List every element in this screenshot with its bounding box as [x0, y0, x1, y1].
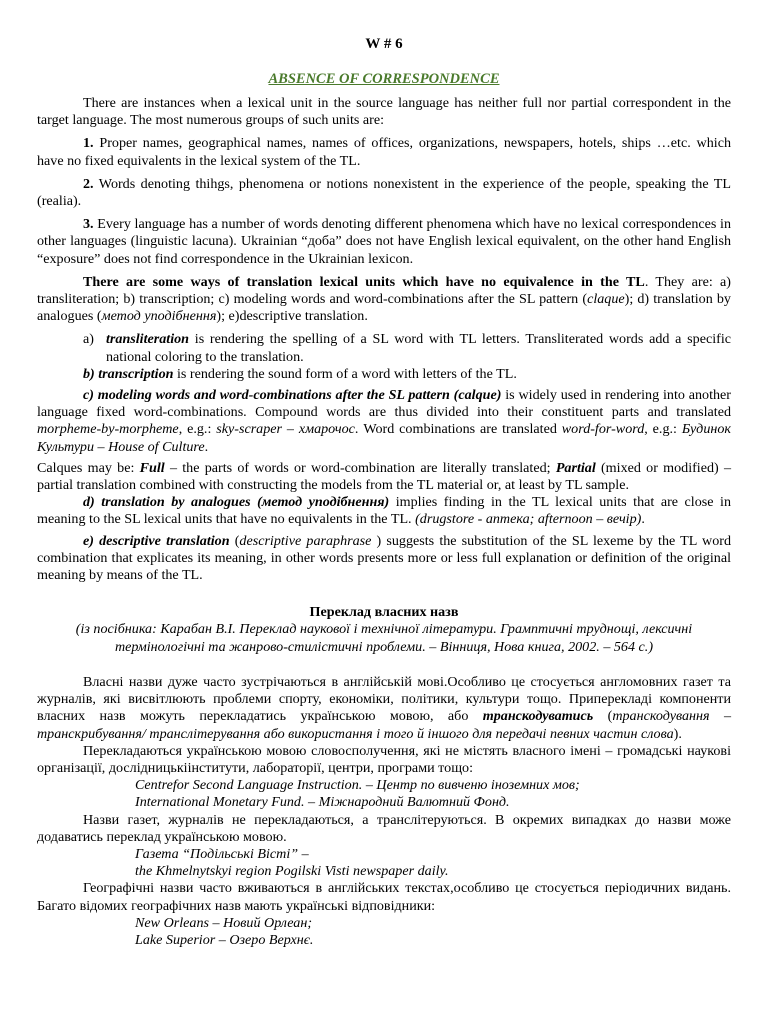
- proper-names-text-2: (: [593, 708, 613, 725]
- group-3-text: Every language has a number of words denoting different phenomena which have no lexical correspondences in other languages (linguistic lacuna). Ukrainian “доба” does not have English lexical equivalent, on the other hand English “exposure” does not find correspondence in the Ukrainian lexicon.: [37, 216, 731, 267]
- modeling-text-5: .: [204, 438, 209, 455]
- proper-names-paragraph: [37, 674, 731, 743]
- proper-names-italic: транскодування – транскрибування/ транслітерування або використання і того й іншого для передачі певних частин слова: [37, 708, 732, 742]
- modeling-paragraph: [37, 387, 731, 456]
- calques-paragraph: [37, 460, 731, 494]
- modeling-italic-1: morpheme-by-morpheme: [37, 421, 179, 438]
- transcription-paragraph: [37, 366, 731, 383]
- analogues-text-1: implies finding in the TL lexical units that are close in meaning to the SL lexical units that have no equivalents in the TL.: [37, 494, 731, 528]
- ways-paragraph: [37, 274, 731, 326]
- proper-names-text-1: Власні назви дуже часто зустрічаються в англійській мові.Особливо це стосується англомовних газет та журналів, які висвітлюють проблеми спорту, економіки, політики, культури тощо. Приперекладі компоненти власних назв можуть перекладатись українською мовою, або: [37, 673, 731, 725]
- section-title: Переклад власних назв: [309, 604, 459, 621]
- modeling-italic-2: word-for-word: [561, 421, 645, 438]
- term-transcoding: транскодуватись: [482, 708, 594, 725]
- term-full: Full: [139, 459, 165, 476]
- group-1-paragraph: [37, 135, 731, 169]
- analogues-example: (drugstore - аптека; afternoon – вечір): [415, 511, 642, 528]
- source-line-2: термінологічні та жанрово-стилістичні проблеми. – Вінниця, Нова книга, 2002. – 564 с.): [114, 638, 654, 655]
- page-title: W # 6: [365, 36, 403, 52]
- analogues-text-2: .: [641, 511, 645, 528]
- document-body: [37, 95, 731, 949]
- group-1-text: Proper names, geographical names, names of offices, organizations, newspapers, hotels, ships …etc. which have no fixed equivalents in the lexical system of the TL.: [37, 135, 731, 169]
- descriptive-paragraph: [37, 533, 731, 585]
- modeling-text-4: , e.g.:: [644, 421, 682, 438]
- modeling-example-1: sky-scraper – хмарочос: [216, 421, 355, 438]
- example-line: International Monetary Fund. – Міжнародний Валютний Фонд.: [135, 794, 510, 811]
- list-marker: a): [83, 331, 94, 348]
- descriptive-text-2: ) suggests the substitution of the SL lexeme by the TL word combination that explicates its meaning, in other words presents more or less full explanation or definition of the original meaning by means of the TL.: [37, 532, 731, 584]
- group-3-paragraph: [37, 216, 731, 268]
- page-subtitle: ABSENCE OF CORRESPONDENCE: [268, 71, 500, 87]
- list-item-text: [106, 331, 731, 365]
- group-2-number: 2.: [83, 175, 94, 192]
- term-analogues: d) translation by analogues (метод уподібнення): [83, 494, 390, 511]
- ways-text-3: ); e)descriptive translation.: [216, 308, 368, 325]
- ways-ua-term: метод уподібнення: [101, 308, 217, 325]
- transcription-definition: is rendering the sound form of a word with letters of the TL.: [173, 365, 517, 382]
- ways-heading: There are some ways of translation lexical units which have no equivalence in the TL: [83, 273, 645, 290]
- organizations-paragraph: Перекладаються українською мовою словосполучення, які не містять власного імені – громадські наукові організації, дослідницькіінститути, лабораторії, центри, програми тощо:: [37, 742, 731, 776]
- example-line: Lake Superior – Озеро Верхнє.: [135, 931, 314, 948]
- calques-text-3: (mixed or modified) – partial translation combined with constructing the models from the TL material or, at least by TL sample.: [37, 459, 731, 494]
- term-partial: Partial: [555, 459, 596, 476]
- group-1-number: 1.: [83, 135, 94, 152]
- modeling-example-2: Будинок Культури – House of Culture: [37, 421, 731, 455]
- modeling-text-1: is widely used in rendering into another language fixed word-combinations. Compound words are thus divided into their constituent parts and translated: [37, 387, 732, 421]
- ways-calque: claque: [587, 291, 625, 308]
- term-modeling: c) modeling words and word-combinations after the SL pattern (calque): [83, 387, 502, 404]
- descriptive-text-1: (: [229, 532, 240, 549]
- ways-text-1: . They are: a) transliteration; b) transcription; c) modeling words and word-combinations after the SL pattern (: [37, 273, 732, 308]
- group-2-text: Words denoting thihgs, phenomena or notions nonexistent in the experience of the people, speaking the TL (realia).: [37, 175, 731, 210]
- ways-text-2: ); d) translation by analogues (: [37, 291, 731, 325]
- example-line: New Orleans – Новий Орлеан;: [135, 914, 313, 931]
- list-item-transliteration: [83, 331, 731, 365]
- analogues-paragraph: [37, 494, 731, 528]
- geography-paragraph: Географічні назви часто вживаються в англійських текстах,особливо це стосується періодичних видань. Багато відомих географічних назв мають українські відповідники:: [37, 880, 731, 914]
- group-3-number: 3.: [83, 216, 94, 233]
- descriptive-italic: descriptive paraphrase: [239, 532, 372, 549]
- intro-paragraph: There are instances when a lexical unit in the source language has neither full nor partial correspondent in the target language. The most numerous groups of such units are:: [37, 95, 731, 129]
- source-line-1: (із посібника: Карабан В.І. Переклад наукової і технічної літератури. Грамптичні труднощі, лексичні: [75, 621, 693, 638]
- calques-text-2: – the parts of words or word-combination are literally translated;: [164, 459, 556, 476]
- proper-names-text-3: ).: [673, 725, 682, 742]
- newspapers-paragraph: Назви газет, журналів не перекладаються, а транслітеруються. В окремих випадках до назви може додаватись переклад українською мовою.: [37, 811, 731, 845]
- example-line: the Khmelnytskyi region Pogilski Visti newspaper daily.: [135, 863, 449, 880]
- calques-text-1: Calques may be:: [37, 459, 140, 476]
- modeling-text-2: , e.g.:: [178, 421, 217, 438]
- term-transcription: b) transcription: [83, 365, 174, 382]
- modeling-text-3: . Word combinations are translated: [354, 421, 562, 438]
- group-2-paragraph: [37, 176, 731, 210]
- term-descriptive: e) descriptive translation: [83, 532, 230, 549]
- example-line: Газета “Подільські Вісті” –: [135, 845, 309, 862]
- example-line: Centrefor Second Language Instruction. – Центр по вивченю іноземних мов;: [135, 777, 580, 794]
- term-transliteration: transliteration: [106, 331, 190, 348]
- transliteration-definition: is rendering the spelling of a SL word with TL letters. Transliterated words add a specific national coloring to the translation.: [106, 331, 731, 365]
